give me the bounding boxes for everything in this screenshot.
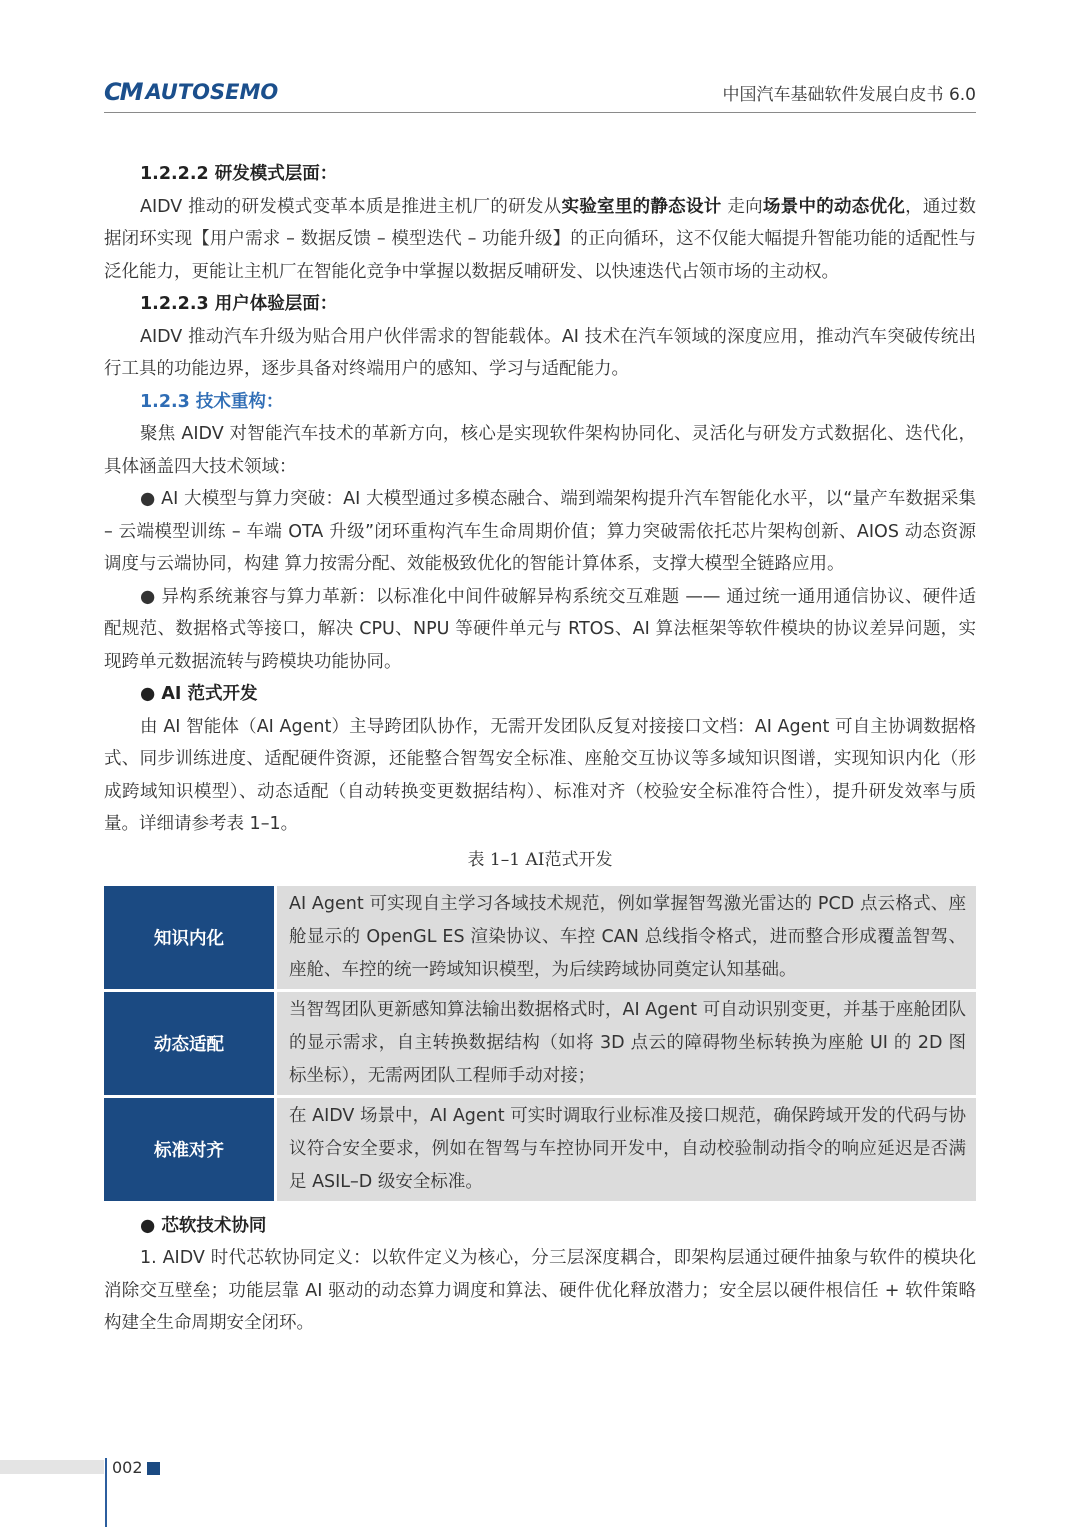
heading-1223: 1.2.2.3 用户体验层面：	[140, 294, 338, 314]
table-row-label: 知识内化	[104, 886, 277, 989]
table-row-text: 在 AIDV 场景中，AI Agent 可实时调取行业标准及接口规范，确保跨域开发的代码与协议符合安全要求，例如在智驾与车控协同开发中，自动校验制动指令的响应延迟是否满足 ASIL–D 级安全标准。	[277, 1098, 976, 1201]
bold-dynamic-optimization: 场景中的动态优化	[762, 196, 906, 217]
heading-1222: 1.2.2.2 研发模式层面：	[140, 164, 338, 184]
paragraph-1223: AIDV 推动汽车升级为贴合用户伙伴需求的智能载体。AI 技术在汽车领域的深度应用，推动汽车突破传统出行工具的功能边界，逐步具备对终端用户的感知、学习与适配能力。	[104, 326, 976, 379]
table-row-text: AI Agent 可实现自主学习各域技术规范，例如掌握智驾激光雷达的 PCD 点云格式、座舱显示的 OpenGL ES 渲染协议、车控 CAN 总线指令格式，进而整合形成覆盖智驾、座舱、车控的统一跨域知识模型，为后续跨域协同奠定认知基础。	[277, 886, 976, 989]
main-content	[104, 158, 976, 1340]
paragraph-1222-part-e: ，通过数据闭环实现【用户需求 – 数据反馈 – 模型迭代 – 功能升级】的正向循环，这不仅能大幅提升智能功能的适配性与泛化能力，更能让主机厂在智能化竞争中掌握以数据反哺研发、以快速迭代占领市场的主动权。	[104, 196, 976, 282]
table-row-label: 标准对齐	[104, 1098, 277, 1201]
header-divider	[104, 112, 976, 113]
table-row	[104, 1098, 976, 1201]
bold-static-design: 实验室里的静态设计	[561, 196, 722, 217]
paragraph-1222-part-a: AIDV 推动的研发模式变革本质是推进主机厂的研发从	[140, 196, 562, 217]
autosemo-logo-text: AUTOSEMO	[145, 80, 279, 104]
bullet-heterogeneous: ● 异构系统兼容与算力革新：以标准化中间件破解异构系统交互难题 —— 通过统一通用通信协议、硬件适配规范、数据格式等接口，解决 CPU、NPU 等硬件单元与 RTOS、AI 算法框架等软件模块的协议差异问题，实现跨单元数据流转与跨模块功能协同。	[104, 586, 976, 672]
page-number-square-icon	[147, 1462, 160, 1475]
table-caption: 表 1–1 AI范式开发	[467, 849, 613, 870]
paragraph-1222	[104, 191, 976, 289]
bullet-ai-model: ● AI 大模型与算力突破：AI 大模型通过多模态融合、端到端架构提升汽车智能化水平，以“量产车数据采集 – 云端模型训练 – 车端 OTA 升级”闭环重构汽车生命周期价值；算力突破需依托芯片架构创新、AIOS 动态资源调度与云端协同，构建 算力按需分配、效能极致优化的智能计算体系，支撑大模型全链路应用。	[104, 489, 976, 574]
page-number: 002	[112, 1458, 143, 1477]
bullet-ai-paradigm-heading: ● AI 范式开发	[140, 684, 258, 704]
footer-vertical-line	[105, 1458, 107, 1527]
paragraph-chip-software: 1. AIDV 时代芯软协同定义：以软件定义为核心，分三层深度耦合，即架构层通过硬件抽象与软件的模块化消除交互壁垒；功能层靠 AI 驱动的动态算力调度和算法、硬件优化释放潜力；安全层以硬件根信任 + 软件策略构建全生命周期安全闭环。	[104, 1248, 976, 1333]
paragraph-123-intro: 聚焦 AIDV 对智能汽车技术的革新方向，核心是实现软件架构协同化、灵活化与研发方式数据化、迭代化，具体涵盖四大技术领域：	[104, 424, 976, 477]
header-title: 中国汽车基础软件发展白皮书 6.0	[722, 85, 976, 105]
bullet-ai-paradigm-body: 由 AI 智能体（AI Agent）主导跨团队协作，无需开发团队反复对接接口文档：AI Agent 可自主协调数据格式、同步训练进度、适配硬件资源，还能整合智驾安全标准、座舱交互协议等多域知识图谱，实现知识内化（形成跨域知识模型）、动态适配（自动转换变更数据结构）、标准对齐（校验安全标准符合性），提升研发效率与质量。详细请参考表 1–1。	[104, 716, 976, 834]
table-row-label: 动态适配	[104, 992, 277, 1095]
table-row	[104, 992, 976, 1095]
table-row-text: 当智驾团队更新感知算法输出数据格式时，AI Agent 可自动识别变更，并基于座舱团队的显示需求，自主转换数据结构（如将 3D 点云的障碍物坐标转换为座舱 UI 的 2D 图标坐标），无需两团队工程师手动对接；	[277, 992, 976, 1095]
heading-chip-software: ● 芯软技术协同	[140, 1215, 267, 1236]
ai-paradigm-table	[104, 883, 976, 1204]
heading-123: 1.2.3 技术重构：	[140, 391, 284, 412]
table-row	[104, 886, 976, 989]
cm-logo-mark: CM	[104, 78, 142, 106]
autosemo-logo	[104, 78, 278, 106]
footer-grey-bar	[0, 1460, 104, 1474]
paragraph-1222-part-c: 走向	[721, 196, 763, 217]
